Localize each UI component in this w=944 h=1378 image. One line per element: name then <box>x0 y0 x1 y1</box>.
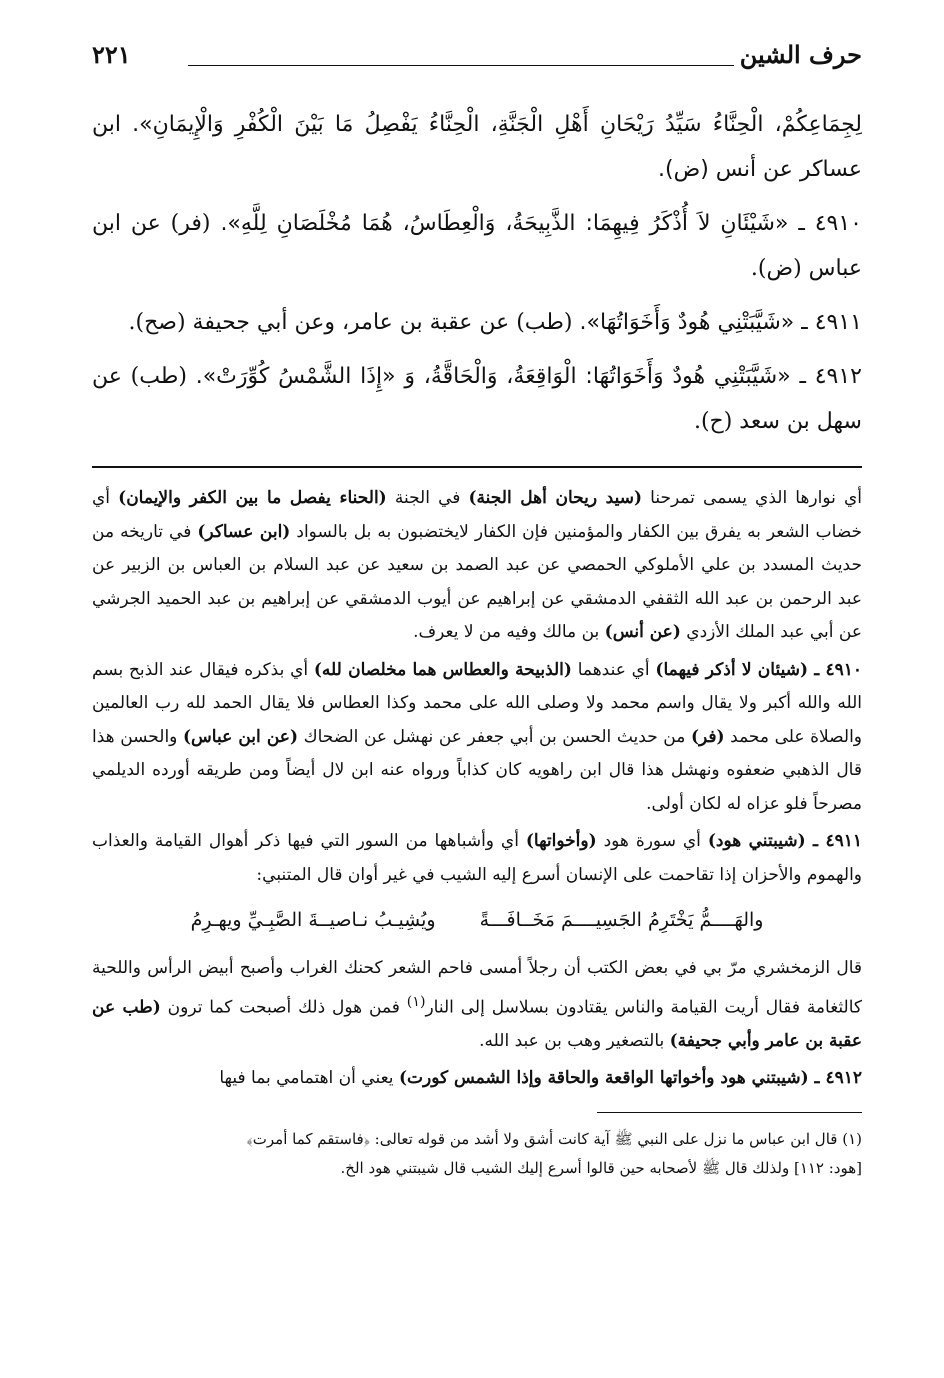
commentary-text: فمن هول ذلك أصبحت كما ترون <box>167 997 400 1018</box>
commentary-section <box>92 482 862 1096</box>
commentary-text: أي وأشباهها من السور التي فيها ذكر أهوال القيامة والعذاب والهموم والأحزان إذا تقاحمت على الإنسان أسرع إليه الشيب في غير أوان قال المتنبي: <box>92 831 862 885</box>
commentary-quote: (وأخواتها) <box>525 831 597 851</box>
page <box>92 36 862 1183</box>
commentary-quote: (عن ابن عباس) <box>183 726 298 747</box>
commentary-text: بالتصغير وهب بن عبد الله. <box>479 1030 665 1051</box>
commentary-quote: (عن أنس) <box>604 622 681 642</box>
commentary-text: قال الزمخشري مرّ بي في بعض الكتب أن رجلاً أمسى فاحم الشعر كحنك الغراب وأصبح أبيض الرأس واللحية كالثغامة فقال أريت القيامة والناس يقتادون بسلاسل إلى النار <box>92 958 863 1018</box>
hadith-4911 <box>92 300 862 345</box>
section-divider <box>92 466 862 468</box>
commentary-text: بن مالك وفيه من لا يعرف. <box>413 622 600 642</box>
hadith-number: ٤٩١١ ـ <box>801 310 862 335</box>
commentary-paragraph <box>92 952 862 1058</box>
commentary-text: من حديث الحسن بن أبي جعفر عن نهشل عن الضحاك <box>303 726 686 747</box>
poetry-verse <box>92 896 862 944</box>
commentary-paragraph <box>92 1062 862 1096</box>
commentary-heading: ٤٩١١ ـ (شيبتني هود) <box>707 831 863 851</box>
hadith-number: ٤٩١٢ ـ <box>799 364 862 389</box>
page-number: ٢٢١ <box>92 40 131 69</box>
commentary-text: أي سورة هود <box>603 831 701 851</box>
commentary-quote: (سيد ريحان أهل الجنة) <box>468 488 643 508</box>
footnote-line: [هود: ١١٢] ولذلك قال ﷺ لأصحابه حين قالوا أسرع إليك الشيب قال شيبتني هود الخ. <box>340 1158 862 1177</box>
commentary-quote: (طب عن عقبة بن عامر وأبي جحيفة) <box>92 997 862 1051</box>
footnote <box>92 1125 862 1183</box>
verse-second-hemistich: ويُشِيـبُ نـاصيــةَ الصَّبِـيِّ ويهـرِمُ <box>190 909 436 931</box>
hadith-text: «شَيْئَانِ لاَ أُذْكَرُ فِيهِمَا: الذَّبِيحَةُ، وَالْعِطَاسُ، هُمَا مُخْلَصَانِ لِلَّهِ». <box>220 211 789 236</box>
hadith-text: «شَيَّبَتْنِي هُودٌ وَأَخَوَاتُهَا». <box>579 310 795 335</box>
commentary-text: أي نوارها الذي يسمى تمرحنا <box>650 488 863 508</box>
commentary-text: في تاريخه من حديث المسدد بن علي الأملوكي الحمصي عن عبد الصمد بن سعيد عن عبد السلام بن العباس بن الزبير عن عبد الرحمن بن عبد الله الثقفي الدمشقي عن إبراهيم عن أيوب الدمشقي عن إبراهيم بن عبد الحميد الجرشي عن أبي عبد الملك الأزدي <box>92 521 862 642</box>
hadith-4912 <box>92 354 862 444</box>
commentary-text: والحسن هذا قال الذهبي ضعفوه ونهشل هذا قال ابن راهويه كان كذاباً ورواه عنه ابن لال أيضاً ومن طريقه أورده الديلمي مصرحاً فلو عزاه له لكان أولى. <box>92 726 862 814</box>
commentary-text: في الجنة <box>394 488 461 508</box>
commentary-text: أي خضاب الشعر به يفرق بين الكفار والمؤمنين فإن الكفار لايختضبون به بل بالسواد <box>92 488 863 542</box>
commentary-text: أي بذكره فيقال عند الذبح بسم الله والله أكبر ولا يقال واسم محمد ولا وصلى الله على محمد وكذا العطاس فلا يقال الحمد لله رب العالمين والصلاة على محمد <box>92 659 862 747</box>
commentary-text: أي عندهما <box>577 659 650 680</box>
hadith-source: (طب) عن سهل بن سعد (ح). <box>92 364 862 434</box>
footnote-line: (١) قال ابن عباس ما نزل على النبي ﷺ آية كانت أشق ولا أشد من قوله تعالى: ﴿فاستقم كما أمرت﴾ <box>246 1129 862 1148</box>
hadith-text-section <box>92 102 862 444</box>
commentary-heading: ٤٩١٠ ـ (شيئان لا أذكر فيهما) <box>655 659 863 680</box>
commentary-heading: ٤٩١٢ ـ (شيبتني هود وأخواتها الواقعة والحاقة وإذا الشمس كورت) <box>398 1068 862 1089</box>
verse-first-hemistich: والهَــــمُّ يَخْتَرِمُ الجَسِيــــمَ مَخَــافَـــةً <box>479 909 764 931</box>
commentary-quote: (ابن عساكر) <box>197 521 291 542</box>
header-rule <box>188 65 734 66</box>
commentary-paragraph <box>92 825 862 892</box>
commentary-quote: (الحناء يفصل ما بين الكفر والإيمان) <box>118 488 387 508</box>
hadith-source: (فر) عن ابن عباس (ض). <box>92 211 862 281</box>
hadith-continuation <box>92 102 862 192</box>
running-header <box>92 36 862 80</box>
hadith-4910 <box>92 201 862 291</box>
hadith-text: «شَيَّبَتْنِي هُودٌ وَأَخَوَاتُهَا: الْوَاقِعَةُ، وَالْحَاقَّةُ، وَ «إِذَا الشَّمْسُ كُوِّرَتْ». <box>195 364 791 389</box>
footnote-rule <box>597 1112 862 1113</box>
commentary-paragraph <box>92 654 862 822</box>
footnote-marker: (١) <box>406 993 426 1010</box>
commentary-quote: (الذبيحة والعطاس هما مخلصان لله) <box>313 659 572 680</box>
commentary-quote: (فر) <box>690 726 725 747</box>
commentary-text: يعني أن اهتمامي بما فيها <box>219 1068 394 1089</box>
commentary-paragraph <box>92 482 862 650</box>
hadith-continuation-text: لِجِمَاعِكُمْ، الْحِنَّاءُ سَيِّدُ رَيْحَانِ أَهْلِ الْجَنَّةِ، الْحِنَّاءُ يَفْصِلُ مَا بَيْنَ الْكُفْرِ وَالْإِيمَانِ». ابن عساكر عن أنس (ض). <box>92 112 862 182</box>
hadith-number: ٤٩١٠ ـ <box>798 211 862 236</box>
hadith-source: (طب) عن عقبة بن عامر، وعن أبي جحيفة (صح). <box>128 310 573 335</box>
chapter-title: حرف الشين <box>739 40 862 69</box>
